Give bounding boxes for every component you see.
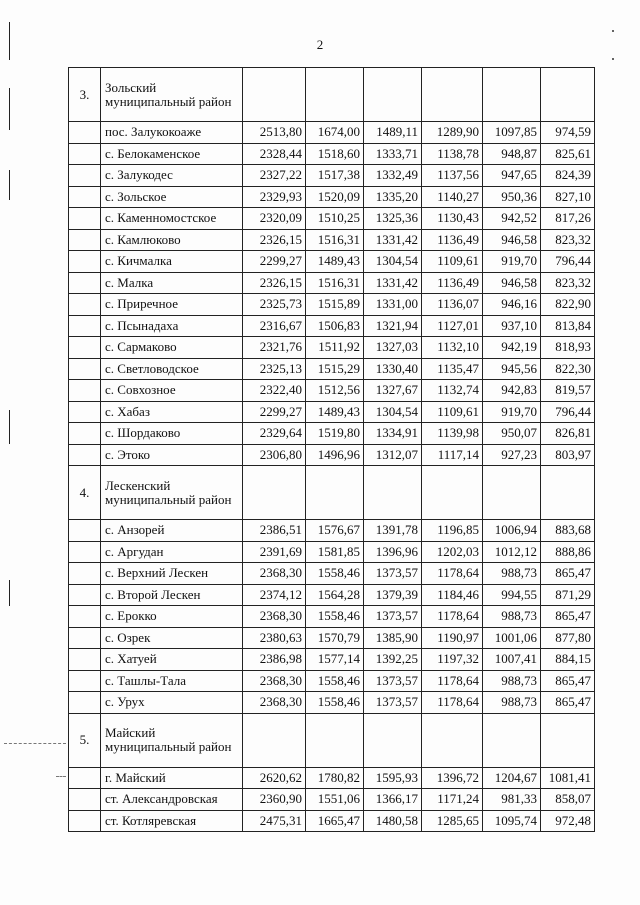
table-row [69, 294, 595, 316]
value-cell: 1132,10 [422, 337, 483, 359]
value-cell: 1196,85 [422, 520, 483, 542]
value-cell: 884,15 [541, 649, 595, 671]
empty-cell [243, 466, 306, 520]
settlement-name: с. Псынадаха [101, 315, 243, 337]
table-row [69, 165, 595, 187]
value-cell: 1489,43 [306, 251, 364, 273]
row-number-cell [69, 520, 101, 542]
value-cell: 2386,51 [243, 520, 306, 542]
value-cell: 1136,07 [422, 294, 483, 316]
value-cell: 1392,25 [364, 649, 422, 671]
value-cell: 2391,69 [243, 541, 306, 563]
row-number-cell [69, 315, 101, 337]
table-row [69, 423, 595, 445]
scan-speck [612, 58, 614, 60]
settlement-name: с. Аргудан [101, 541, 243, 563]
value-cell: 1097,85 [483, 122, 541, 144]
value-cell: 1197,32 [422, 649, 483, 671]
value-cell: 1081,41 [541, 767, 595, 789]
value-cell: 1570,79 [306, 627, 364, 649]
table-row [69, 229, 595, 251]
value-cell: 1135,47 [422, 358, 483, 380]
value-cell: 2368,30 [243, 670, 306, 692]
value-cell: 1780,82 [306, 767, 364, 789]
value-cell: 1137,56 [422, 165, 483, 187]
value-cell: 1202,03 [422, 541, 483, 563]
value-cell: 974,59 [541, 122, 595, 144]
district-name: Майский муниципальный район [101, 713, 243, 767]
value-cell: 1511,92 [306, 337, 364, 359]
value-cell: 2329,93 [243, 186, 306, 208]
value-cell: 817,26 [541, 208, 595, 230]
value-cell: 994,55 [483, 584, 541, 606]
settlement-name: с. Совхозное [101, 380, 243, 402]
settlement-name: с. Малка [101, 272, 243, 294]
settlement-name: с. Верхний Лескен [101, 563, 243, 585]
value-cell: 2368,30 [243, 563, 306, 585]
value-cell: 950,36 [483, 186, 541, 208]
value-cell: 988,73 [483, 563, 541, 585]
value-cell: 823,32 [541, 272, 595, 294]
settlement-name: с. Кичмалка [101, 251, 243, 273]
scan-speck [612, 30, 614, 32]
table-row [69, 315, 595, 337]
row-number-cell [69, 541, 101, 563]
table-row [69, 649, 595, 671]
value-cell: 822,30 [541, 358, 595, 380]
value-cell: 2368,30 [243, 606, 306, 628]
settlement-name: с. Камлюково [101, 229, 243, 251]
scan-margin-line [9, 170, 10, 200]
value-cell: 1332,49 [364, 165, 422, 187]
value-cell: 2386,98 [243, 649, 306, 671]
value-cell: 1595,93 [364, 767, 422, 789]
value-cell: 1558,46 [306, 606, 364, 628]
value-cell: 2316,67 [243, 315, 306, 337]
settlement-name: с. Ерокко [101, 606, 243, 628]
empty-cell [483, 713, 541, 767]
row-number-cell [69, 272, 101, 294]
scan-dash-line [4, 743, 66, 744]
value-cell: 942,83 [483, 380, 541, 402]
value-cell: 1130,43 [422, 208, 483, 230]
empty-cell [364, 713, 422, 767]
row-number-cell [69, 401, 101, 423]
value-cell: 1331,42 [364, 229, 422, 251]
settlement-name: с. Светловодское [101, 358, 243, 380]
value-cell: 1385,90 [364, 627, 422, 649]
value-cell: 2306,80 [243, 444, 306, 466]
value-cell: 1095,74 [483, 810, 541, 832]
value-cell: 1304,54 [364, 401, 422, 423]
value-cell: 1581,85 [306, 541, 364, 563]
row-number-cell [69, 143, 101, 165]
value-cell: 919,70 [483, 251, 541, 273]
value-cell: 1171,24 [422, 789, 483, 811]
empty-cell [364, 68, 422, 122]
value-cell: 1178,64 [422, 606, 483, 628]
value-cell: 824,39 [541, 165, 595, 187]
value-cell: 927,23 [483, 444, 541, 466]
value-cell: 1178,64 [422, 692, 483, 714]
value-cell: 1489,43 [306, 401, 364, 423]
settlement-name: с. Залукодес [101, 165, 243, 187]
settlement-name: пос. Залукокоаже [101, 122, 243, 144]
value-cell: 1178,64 [422, 563, 483, 585]
scan-margin-line [9, 88, 10, 130]
value-cell: 1204,67 [483, 767, 541, 789]
value-cell: 1520,09 [306, 186, 364, 208]
empty-cell [483, 68, 541, 122]
table-row [69, 541, 595, 563]
value-cell: 950,07 [483, 423, 541, 445]
value-cell: 1184,46 [422, 584, 483, 606]
row-number-cell [69, 670, 101, 692]
value-cell: 946,58 [483, 272, 541, 294]
value-cell: 2320,09 [243, 208, 306, 230]
value-cell: 988,73 [483, 670, 541, 692]
table-row [69, 122, 595, 144]
value-cell: 865,47 [541, 692, 595, 714]
value-cell: 1136,49 [422, 229, 483, 251]
value-cell: 1109,61 [422, 401, 483, 423]
table-row [69, 380, 595, 402]
empty-cell [422, 68, 483, 122]
row-number-cell [69, 358, 101, 380]
value-cell: 972,48 [541, 810, 595, 832]
value-cell: 2325,73 [243, 294, 306, 316]
table-row [69, 337, 595, 359]
value-cell: 2299,27 [243, 401, 306, 423]
value-cell: 1558,46 [306, 670, 364, 692]
value-cell: 1391,78 [364, 520, 422, 542]
value-cell: 1325,36 [364, 208, 422, 230]
value-cell: 1396,96 [364, 541, 422, 563]
value-cell: 1127,01 [422, 315, 483, 337]
settlement-name: ст. Котляревская [101, 810, 243, 832]
value-cell: 919,70 [483, 401, 541, 423]
value-cell: 1289,90 [422, 122, 483, 144]
settlement-name: с. Урух [101, 692, 243, 714]
value-cell: 2475,31 [243, 810, 306, 832]
district-number: 4. [69, 466, 101, 520]
value-cell: 2374,12 [243, 584, 306, 606]
value-cell: 1001,06 [483, 627, 541, 649]
district-header-row [69, 68, 595, 122]
row-number-cell [69, 584, 101, 606]
value-cell: 2322,40 [243, 380, 306, 402]
empty-cell [243, 68, 306, 122]
value-cell: 2380,63 [243, 627, 306, 649]
district-name: Зольский муниципальный район [101, 68, 243, 122]
value-cell: 981,33 [483, 789, 541, 811]
value-cell: 1489,11 [364, 122, 422, 144]
value-cell: 2328,44 [243, 143, 306, 165]
value-cell: 2513,80 [243, 122, 306, 144]
value-cell: 2326,15 [243, 229, 306, 251]
table-row [69, 358, 595, 380]
value-cell: 1515,89 [306, 294, 364, 316]
table-row [69, 789, 595, 811]
value-cell: 1321,94 [364, 315, 422, 337]
scan-margin-line [9, 22, 10, 60]
value-cell: 1312,07 [364, 444, 422, 466]
table-row [69, 584, 595, 606]
row-number-cell [69, 606, 101, 628]
value-cell: 888,86 [541, 541, 595, 563]
value-cell: 819,57 [541, 380, 595, 402]
row-number-cell [69, 380, 101, 402]
row-number-cell [69, 692, 101, 714]
empty-cell [483, 466, 541, 520]
value-cell: 1331,42 [364, 272, 422, 294]
value-cell: 1564,28 [306, 584, 364, 606]
value-cell: 2329,64 [243, 423, 306, 445]
value-cell: 858,07 [541, 789, 595, 811]
empty-cell [364, 466, 422, 520]
row-number-cell [69, 649, 101, 671]
value-cell: 803,97 [541, 444, 595, 466]
value-cell: 948,87 [483, 143, 541, 165]
value-cell: 1330,40 [364, 358, 422, 380]
empty-cell [306, 713, 364, 767]
value-cell: 827,10 [541, 186, 595, 208]
row-number-cell [69, 767, 101, 789]
value-cell: 2620,62 [243, 767, 306, 789]
value-cell: 1132,74 [422, 380, 483, 402]
row-number-cell [69, 810, 101, 832]
settlement-name: с. Ташлы-Тала [101, 670, 243, 692]
value-cell: 1496,96 [306, 444, 364, 466]
empty-cell [422, 466, 483, 520]
value-cell: 1518,60 [306, 143, 364, 165]
settlement-name: с. Хатуей [101, 649, 243, 671]
value-cell: 1519,80 [306, 423, 364, 445]
value-cell: 2299,27 [243, 251, 306, 273]
value-cell: 1327,03 [364, 337, 422, 359]
district-header-row [69, 466, 595, 520]
empty-cell [306, 68, 364, 122]
table-row [69, 251, 595, 273]
value-cell: 1665,47 [306, 810, 364, 832]
settlement-name: с. Второй Лескен [101, 584, 243, 606]
value-cell: 2368,30 [243, 692, 306, 714]
settlement-name: с. Сармаково [101, 337, 243, 359]
value-cell: 825,61 [541, 143, 595, 165]
row-number-cell [69, 165, 101, 187]
settlement-name: ст. Александровская [101, 789, 243, 811]
settlement-name: с. Озрек [101, 627, 243, 649]
row-number-cell [69, 229, 101, 251]
value-cell: 942,19 [483, 337, 541, 359]
empty-cell [541, 68, 595, 122]
value-cell: 1138,78 [422, 143, 483, 165]
district-header-row [69, 713, 595, 767]
value-cell: 2325,13 [243, 358, 306, 380]
value-cell: 1373,57 [364, 606, 422, 628]
value-cell: 2321,76 [243, 337, 306, 359]
settlement-name: с. Анзорей [101, 520, 243, 542]
value-cell: 1190,97 [422, 627, 483, 649]
settlement-name: с. Белокаменское [101, 143, 243, 165]
value-cell: 1012,12 [483, 541, 541, 563]
value-cell: 822,90 [541, 294, 595, 316]
value-cell: 1334,91 [364, 423, 422, 445]
value-cell: 2360,90 [243, 789, 306, 811]
value-cell: 818,93 [541, 337, 595, 359]
table-row [69, 627, 595, 649]
value-cell: 1333,71 [364, 143, 422, 165]
row-number-cell [69, 444, 101, 466]
value-cell: 796,44 [541, 401, 595, 423]
value-cell: 865,47 [541, 563, 595, 585]
value-cell: 1335,20 [364, 186, 422, 208]
row-number-cell [69, 294, 101, 316]
value-cell: 865,47 [541, 606, 595, 628]
value-cell: 1006,94 [483, 520, 541, 542]
district-number: 3. [69, 68, 101, 122]
table-row [69, 692, 595, 714]
table-row [69, 208, 595, 230]
value-cell: 1178,64 [422, 670, 483, 692]
value-cell: 877,80 [541, 627, 595, 649]
table-row [69, 670, 595, 692]
district-number: 5. [69, 713, 101, 767]
value-cell: 2327,22 [243, 165, 306, 187]
value-cell: 1515,29 [306, 358, 364, 380]
value-cell: 823,32 [541, 229, 595, 251]
value-cell: 945,56 [483, 358, 541, 380]
table-row [69, 401, 595, 423]
value-cell: 1516,31 [306, 272, 364, 294]
value-cell: 1379,39 [364, 584, 422, 606]
value-cell: 826,81 [541, 423, 595, 445]
row-number-cell [69, 627, 101, 649]
empty-cell [243, 713, 306, 767]
value-cell: 988,73 [483, 692, 541, 714]
value-cell: 2326,15 [243, 272, 306, 294]
value-cell: 1551,06 [306, 789, 364, 811]
row-number-cell [69, 563, 101, 585]
value-cell: 1516,31 [306, 229, 364, 251]
value-cell: 1140,27 [422, 186, 483, 208]
value-cell: 1510,25 [306, 208, 364, 230]
value-cell: 883,68 [541, 520, 595, 542]
settlement-name: с. Этоко [101, 444, 243, 466]
settlement-name: с. Хабаз [101, 401, 243, 423]
settlement-name: с. Шордаково [101, 423, 243, 445]
table-row [69, 520, 595, 542]
settlement-name: г. Майский [101, 767, 243, 789]
empty-cell [422, 713, 483, 767]
value-cell: 1512,56 [306, 380, 364, 402]
row-number-cell [69, 208, 101, 230]
row-number-cell [69, 337, 101, 359]
value-cell: 1576,67 [306, 520, 364, 542]
table-row [69, 272, 595, 294]
district-name: Лескенский муниципальный район [101, 466, 243, 520]
table-row [69, 767, 595, 789]
scan-dash-line [56, 776, 66, 777]
scan-margin-line [9, 410, 10, 444]
value-cell: 988,73 [483, 606, 541, 628]
value-cell: 1304,54 [364, 251, 422, 273]
value-cell: 1109,61 [422, 251, 483, 273]
scan-margin-line [9, 580, 10, 606]
table-row [69, 606, 595, 628]
value-cell: 865,47 [541, 670, 595, 692]
value-cell: 946,58 [483, 229, 541, 251]
value-cell: 942,52 [483, 208, 541, 230]
value-cell: 1007,41 [483, 649, 541, 671]
empty-cell [306, 466, 364, 520]
value-cell: 1373,57 [364, 563, 422, 585]
value-cell: 1558,46 [306, 692, 364, 714]
value-cell: 1373,57 [364, 692, 422, 714]
empty-cell [541, 713, 595, 767]
row-number-cell [69, 186, 101, 208]
table-row [69, 810, 595, 832]
value-cell: 1517,38 [306, 165, 364, 187]
value-cell: 1674,00 [306, 122, 364, 144]
row-number-cell [69, 423, 101, 445]
value-cell: 1480,58 [364, 810, 422, 832]
table-row [69, 186, 595, 208]
value-cell: 796,44 [541, 251, 595, 273]
table-row [69, 563, 595, 585]
settlement-name: с. Приречное [101, 294, 243, 316]
value-cell: 1366,17 [364, 789, 422, 811]
row-number-cell [69, 251, 101, 273]
value-cell: 1117,14 [422, 444, 483, 466]
value-cell: 1327,67 [364, 380, 422, 402]
value-cell: 1136,49 [422, 272, 483, 294]
value-cell: 947,65 [483, 165, 541, 187]
value-cell: 1373,57 [364, 670, 422, 692]
row-number-cell [69, 789, 101, 811]
row-number-cell [69, 122, 101, 144]
table-body [69, 68, 595, 832]
value-cell: 946,16 [483, 294, 541, 316]
table-row [69, 143, 595, 165]
value-cell: 1139,98 [422, 423, 483, 445]
value-cell: 1506,83 [306, 315, 364, 337]
empty-cell [541, 466, 595, 520]
value-cell: 1558,46 [306, 563, 364, 585]
value-cell: 813,84 [541, 315, 595, 337]
value-cell: 1285,65 [422, 810, 483, 832]
settlement-name: с. Зольское [101, 186, 243, 208]
value-cell: 1577,14 [306, 649, 364, 671]
value-cell: 1331,00 [364, 294, 422, 316]
value-cell: 937,10 [483, 315, 541, 337]
page-number: 2 [316, 37, 324, 52]
value-cell: 871,29 [541, 584, 595, 606]
table-row [69, 444, 595, 466]
tariff-table [68, 67, 595, 832]
value-cell: 1396,72 [422, 767, 483, 789]
settlement-name: с. Каменномостское [101, 208, 243, 230]
